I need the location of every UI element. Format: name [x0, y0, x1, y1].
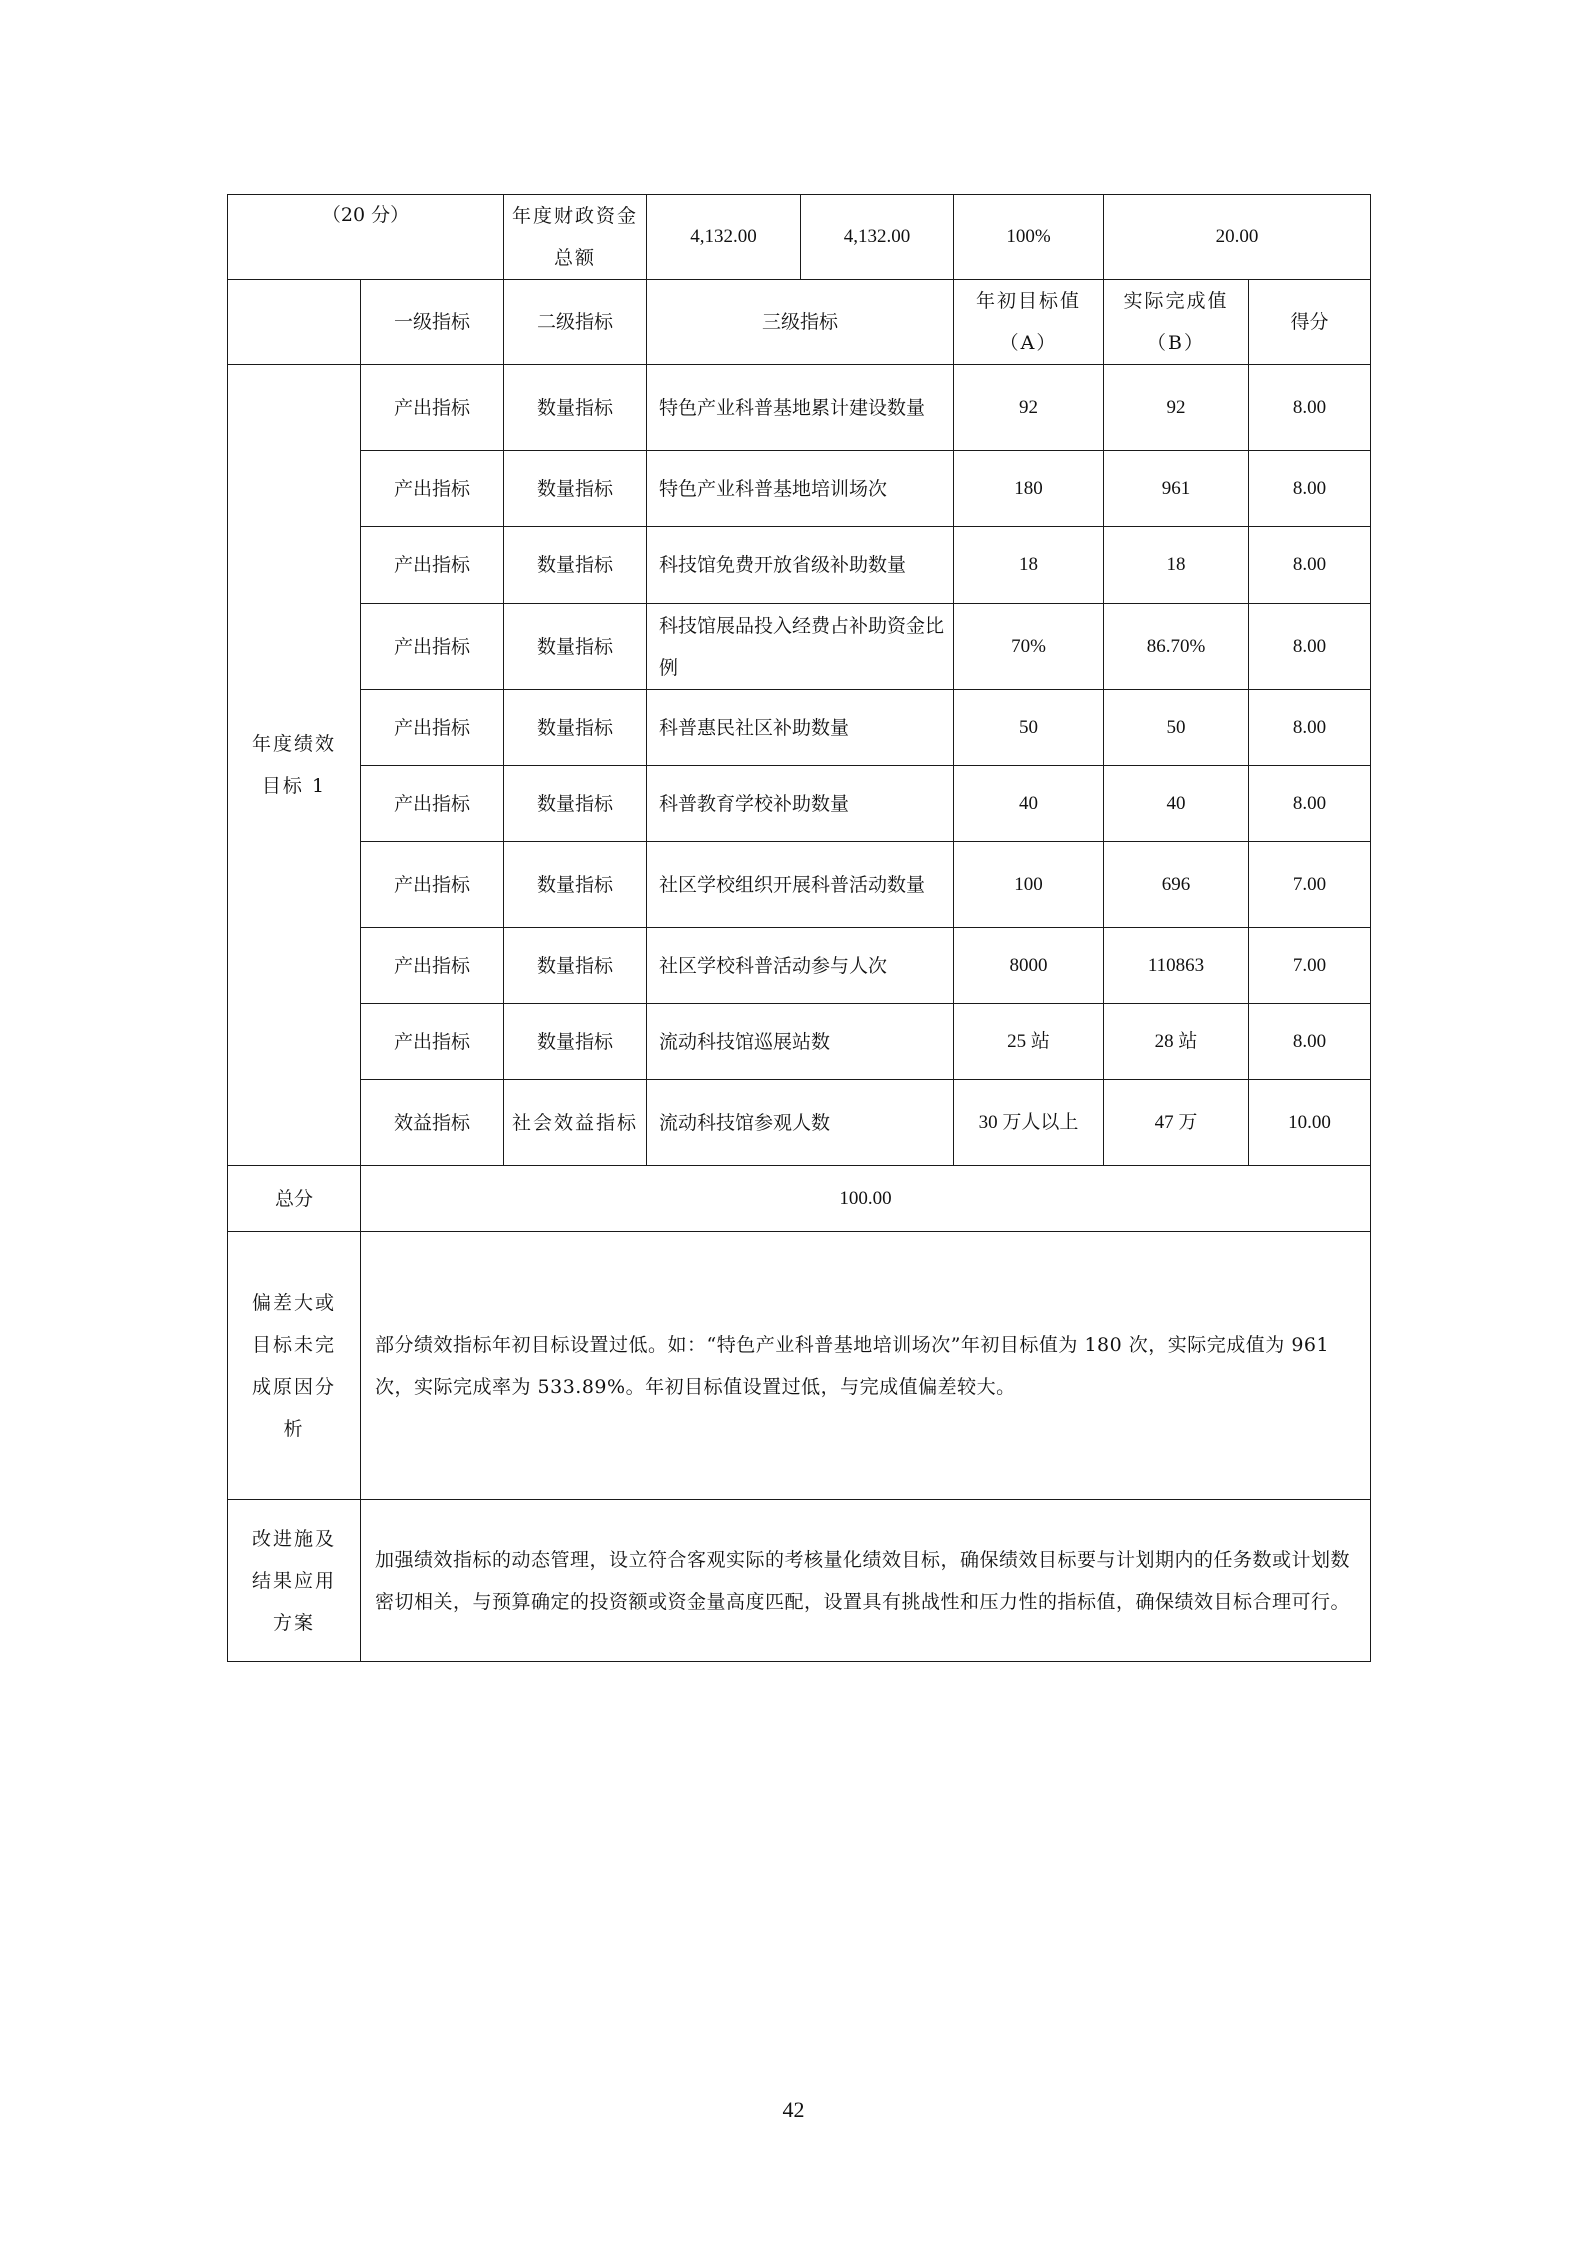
indicator-target: 100 [954, 842, 1104, 928]
improvement-row [228, 1500, 1371, 1662]
indicator-actual: 18 [1104, 527, 1249, 604]
indicator-level1: 产出指标 [361, 1004, 504, 1080]
indicator-level1: 产出指标 [361, 527, 504, 604]
indicator-target: 50 [954, 690, 1104, 766]
fund-score: 20.00 [1104, 195, 1371, 280]
indicator-actual: 28 站 [1104, 1004, 1249, 1080]
indicator-score: 8.00 [1249, 1004, 1371, 1080]
indicator-row [228, 766, 1371, 842]
indicator-level3: 科普惠民社区补助数量 [647, 690, 954, 766]
header-level1: 一级指标 [361, 280, 504, 365]
header-level3: 三级指标 [647, 280, 954, 365]
total-label: 总分 [228, 1166, 361, 1232]
indicator-level3: 特色产业科普基地培训场次 [647, 451, 954, 527]
indicator-actual: 961 [1104, 451, 1249, 527]
indicator-score: 8.00 [1249, 766, 1371, 842]
indicator-target: 8000 [954, 928, 1104, 1004]
indicator-score: 7.00 [1249, 842, 1371, 928]
indicator-target: 30 万人以上 [954, 1080, 1104, 1166]
indicator-row [228, 527, 1371, 604]
goal-label: 年度绩效目标 1 [228, 365, 361, 1166]
fund-value-1: 4,132.00 [647, 195, 801, 280]
indicator-score: 8.00 [1249, 451, 1371, 527]
indicator-target: 92 [954, 365, 1104, 451]
indicator-level1: 效益指标 [361, 1080, 504, 1166]
performance-table [227, 194, 1371, 1662]
indicator-target: 40 [954, 766, 1104, 842]
indicator-target: 25 站 [954, 1004, 1104, 1080]
indicator-level3: 流动科技馆参观人数 [647, 1080, 954, 1166]
indicator-row [228, 604, 1371, 690]
indicator-level1: 产出指标 [361, 842, 504, 928]
improvement-label: 改进施及结果应用方案 [228, 1500, 361, 1662]
indicator-level3: 社区学校组织开展科普活动数量 [647, 842, 954, 928]
indicator-row [228, 365, 1371, 451]
fund-value-2: 4,132.00 [801, 195, 954, 280]
indicator-level2: 数量指标 [504, 690, 647, 766]
fund-total-row [228, 195, 1371, 280]
indicator-level2: 数量指标 [504, 365, 647, 451]
header-score: 得分 [1249, 280, 1371, 365]
indicator-score: 7.00 [1249, 928, 1371, 1004]
indicator-level2: 社会效益指标 [504, 1080, 647, 1166]
indicator-actual: 696 [1104, 842, 1249, 928]
indicator-level1: 产出指标 [361, 604, 504, 690]
header-row [228, 280, 1371, 365]
deviation-row [228, 1232, 1371, 1500]
indicator-level3: 科技馆免费开放省级补助数量 [647, 527, 954, 604]
indicator-row [228, 842, 1371, 928]
indicator-level2: 数量指标 [504, 928, 647, 1004]
indicator-actual: 50 [1104, 690, 1249, 766]
indicator-level3: 特色产业科普基地累计建设数量 [647, 365, 954, 451]
deviation-text: 部分绩效指标年初目标设置过低。如：“特色产业科普基地培训场次”年初目标值为 180 次，实际完成值为 961 次，实际完成率为 533.89%。年初目标值设置过低，与完成值偏差较大。 [361, 1232, 1371, 1500]
fund-rate: 100% [954, 195, 1104, 280]
indicator-target: 180 [954, 451, 1104, 527]
improvement-text: 加强绩效指标的动态管理，设立符合客观实际的考核量化绩效目标，确保绩效目标要与计划期内的任务数或计划数密切相关，与预算确定的投资额或资金量高度匹配，设置具有挑战性和压力性的指标值，确保绩效目标合理可行。 [361, 1500, 1371, 1662]
indicator-score: 8.00 [1249, 527, 1371, 604]
indicator-level3: 科技馆展品投入经费占补助资金比例 [647, 604, 954, 690]
indicator-row [228, 690, 1371, 766]
page-number: 42 [782, 2097, 805, 2122]
indicator-level2: 数量指标 [504, 604, 647, 690]
indicator-level2: 数量指标 [504, 527, 647, 604]
score-note: （20 分） [228, 195, 504, 280]
indicator-level1: 产出指标 [361, 451, 504, 527]
indicator-score: 8.00 [1249, 365, 1371, 451]
indicator-level1: 产出指标 [361, 690, 504, 766]
indicator-actual: 110863 [1104, 928, 1249, 1004]
fund-total-label: 年度财政资金总额 [504, 195, 647, 280]
indicator-score: 8.00 [1249, 604, 1371, 690]
indicator-actual: 92 [1104, 365, 1249, 451]
indicator-level2: 数量指标 [504, 1004, 647, 1080]
indicator-level2: 数量指标 [504, 842, 647, 928]
indicator-level1: 产出指标 [361, 766, 504, 842]
indicator-target: 70% [954, 604, 1104, 690]
indicator-row [228, 451, 1371, 527]
indicator-level3: 流动科技馆巡展站数 [647, 1004, 954, 1080]
header-blank [228, 280, 361, 365]
indicator-row [228, 1004, 1371, 1080]
deviation-label: 偏差大或目标未完成原因分析 [228, 1232, 361, 1500]
indicator-score: 10.00 [1249, 1080, 1371, 1166]
indicator-row [228, 928, 1371, 1004]
header-target: 年初目标值（A） [954, 280, 1104, 365]
total-score: 100.00 [361, 1166, 1371, 1232]
indicator-actual: 86.70% [1104, 604, 1249, 690]
indicator-level3: 社区学校科普活动参与人次 [647, 928, 954, 1004]
indicator-level1: 产出指标 [361, 928, 504, 1004]
indicator-level3: 科普教育学校补助数量 [647, 766, 954, 842]
indicator-level2: 数量指标 [504, 766, 647, 842]
total-row [228, 1166, 1371, 1232]
indicator-actual: 40 [1104, 766, 1249, 842]
header-level2: 二级指标 [504, 280, 647, 365]
indicator-level1: 产出指标 [361, 365, 504, 451]
header-actual: 实际完成值（B） [1104, 280, 1249, 365]
indicator-level2: 数量指标 [504, 451, 647, 527]
indicator-actual: 47 万 [1104, 1080, 1249, 1166]
indicator-score: 8.00 [1249, 690, 1371, 766]
indicator-target: 18 [954, 527, 1104, 604]
indicator-row [228, 1080, 1371, 1166]
